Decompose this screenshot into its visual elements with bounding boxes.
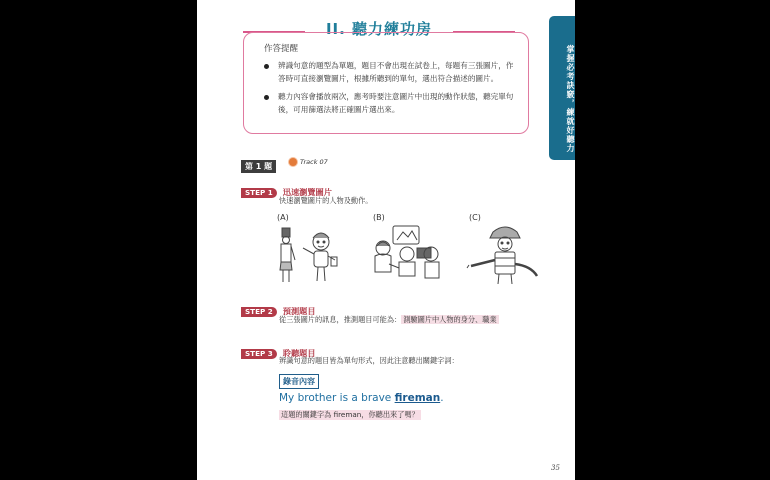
step-badge: STEP 2 xyxy=(241,307,277,317)
bullet-icon xyxy=(264,64,269,69)
step-3-desc: 辨識句意的題目皆為單句形式，因此注意聽出關鍵字詞： xyxy=(279,356,459,365)
soldier-and-boy-illustration xyxy=(273,224,357,286)
firefighter-illustration xyxy=(465,224,545,286)
tip-item xyxy=(264,60,518,85)
keyword-note: 這題的關鍵字為 fireman，你聽出來了嗎？ xyxy=(281,410,419,419)
section-title: II. 聽力練功房 xyxy=(325,20,433,38)
sentence-prefix: My brother is a brave xyxy=(279,392,395,404)
step-2-highlight: 測驗圖片中人物的身分、職業 xyxy=(403,315,497,324)
tip-text: 辨識句意的題型為單題，題目不會出現在試卷上，每題有三張圖片，作答時可直接瀏覽圖片，根據所聽到的單句，選出符合描述的圖片。 xyxy=(278,61,514,83)
transcript-label: 錄音內容 xyxy=(279,374,319,389)
transcript-sentence xyxy=(279,392,444,404)
step-title: 迅速瀏覽圖片 xyxy=(282,187,332,197)
tip-text: 聽力內容會播放兩次，應考時要注意圖片中出現的動作狀態，聽完單句後，可用篩選法將正確圖片選出來。 xyxy=(278,92,514,114)
picture-label-a: (A) xyxy=(277,213,289,222)
step-title: 聆聽題目 xyxy=(282,348,316,358)
step-2-desc xyxy=(279,315,499,325)
sentence-keyword: fireman xyxy=(394,392,441,404)
track-label: Track 07 xyxy=(300,158,328,166)
tips-box xyxy=(243,32,529,134)
page-number: 35 xyxy=(551,464,560,472)
tips-heading: 作答提醒 xyxy=(264,44,299,54)
step-badge: STEP 3 xyxy=(241,349,277,359)
step-1-desc: 快速瀏覽圖片的人物及動作。 xyxy=(279,196,373,205)
step-title: 預測題目 xyxy=(282,306,316,316)
step-2-desc-prefix: 從三張圖片的訊息，推測題目可能為： xyxy=(279,315,402,324)
step-badge: STEP 1 xyxy=(241,188,277,198)
tip-item xyxy=(264,91,518,116)
bullet-icon xyxy=(264,95,269,100)
sentence-suffix: . xyxy=(440,392,444,404)
audio-track[interactable] xyxy=(289,158,328,166)
picture-label-c: (C) xyxy=(469,213,481,222)
picture-label-b: (B) xyxy=(373,213,385,222)
question-label: 第 1 題 xyxy=(241,160,276,173)
book-page xyxy=(197,0,575,480)
reporters-and-camera-illustration xyxy=(369,224,449,286)
chapter-side-tab[interactable]: 掌握必考訣竅，練就好聽力 xyxy=(549,16,575,160)
audio-disc-icon xyxy=(289,158,297,166)
